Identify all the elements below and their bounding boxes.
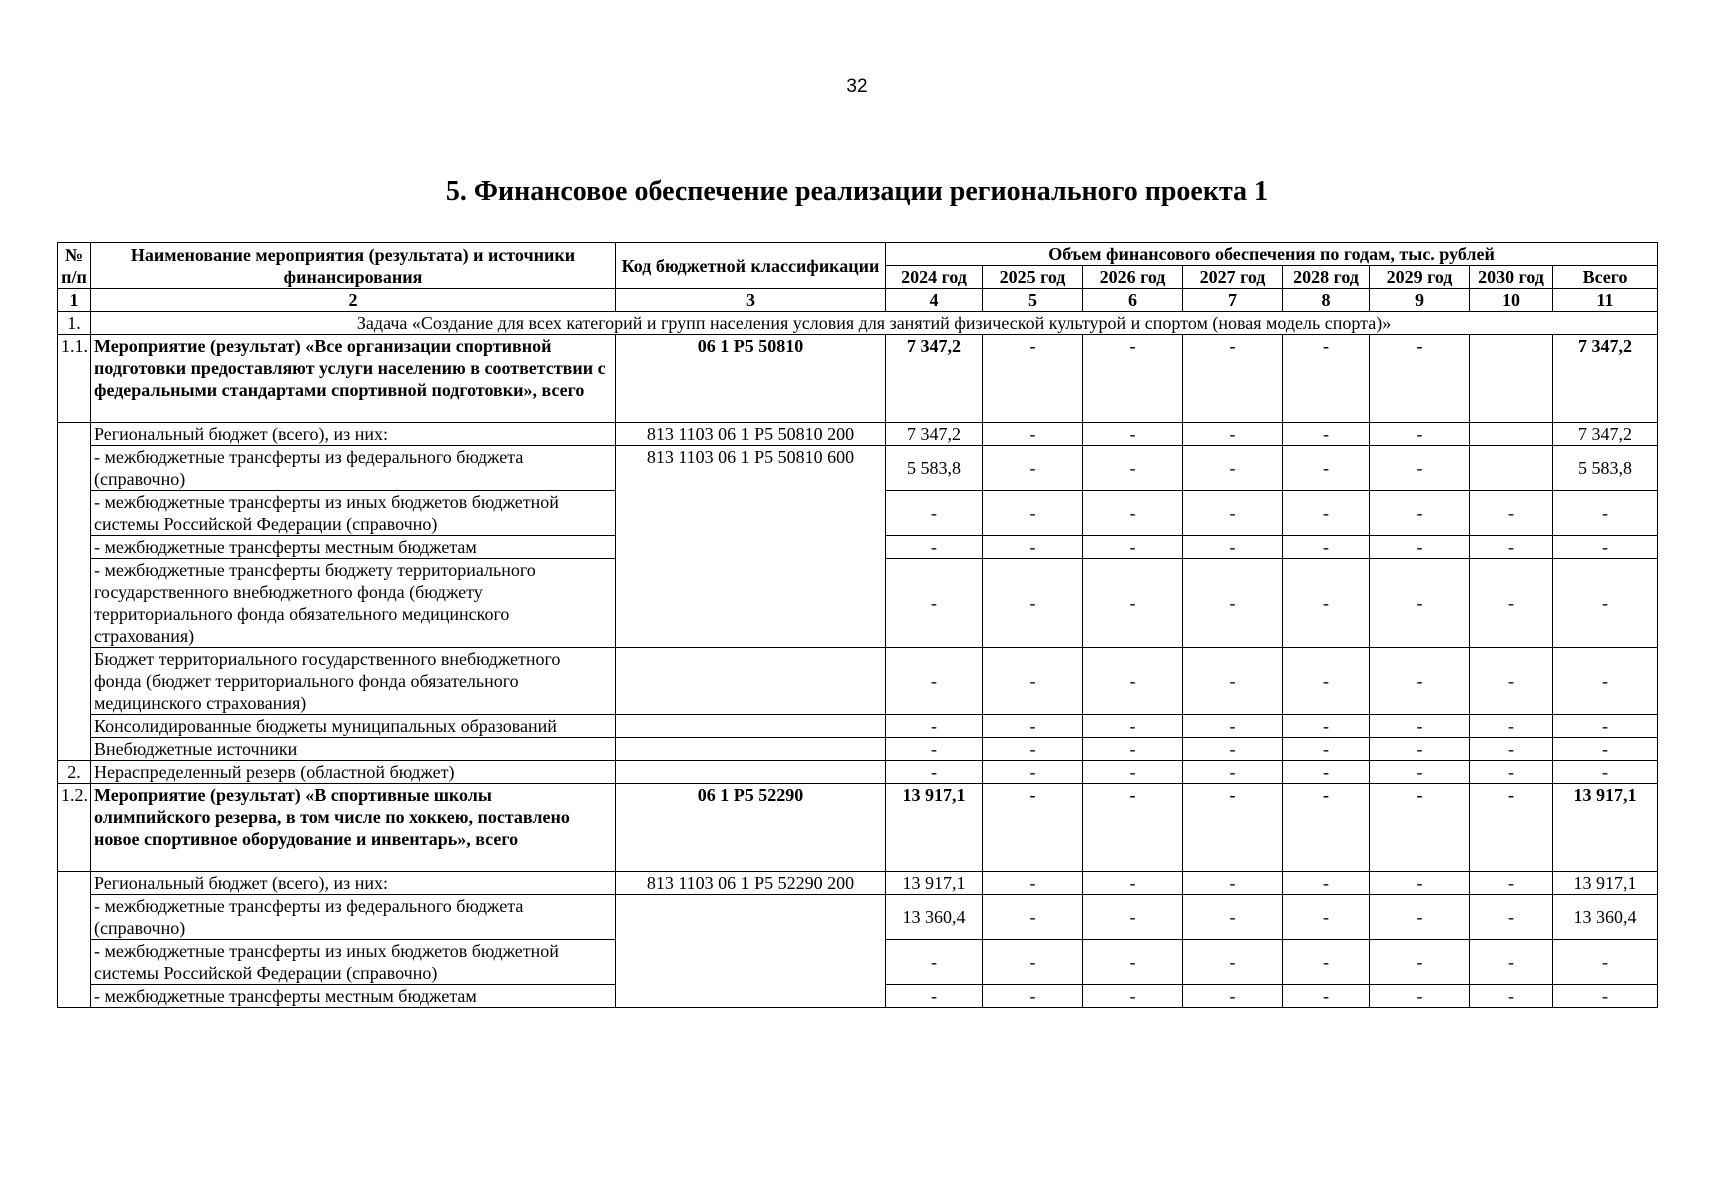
row-value: - [1553,940,1658,985]
row-value: - [1183,335,1283,423]
row-value: - [1470,536,1553,559]
row-value: - [1470,738,1553,761]
row-name: - межбюджетные трансферты из федерального бюджета (справочно) [91,446,616,491]
row-value: - [983,559,1083,648]
row-value: - [1083,715,1183,738]
table-row [58,423,1658,446]
row-value [1470,423,1553,446]
row-code [616,761,886,784]
header-year: 2029 год [1370,266,1470,289]
row-value: - [1553,491,1658,536]
row-num: 2. [58,761,91,784]
row-value: - [983,536,1083,559]
row-value: 5 583,8 [1553,446,1658,491]
row-code: 813 1103 06 1 Р5 52290 200 [616,872,886,895]
table-row [58,715,1658,738]
row-value: - [1183,784,1283,872]
row-name: Региональный бюджет (всего), из них: [91,423,616,446]
row-value [1470,446,1553,491]
header-volume: Объем финансового обеспечения по годам, тыс. рублей [886,243,1658,266]
row-value: - [1083,536,1183,559]
row-value: - [1283,872,1370,895]
col-number: 7 [1183,289,1283,312]
row-value: - [886,559,983,648]
row-value: - [1283,335,1370,423]
row-code: 813 1103 06 1 Р5 50810 600 [616,446,886,648]
table-row [58,446,1658,491]
row-name: - межбюджетные трансферты из иных бюджетов бюджетной системы Российской Федерации (справочно) [91,491,616,536]
row-value: - [1370,985,1470,1008]
row-value: - [886,715,983,738]
row-value: - [1183,738,1283,761]
task-text: Задача «Создание для всех категорий и групп населения условия для занятий физической культурой и спортом (новая модель спорта)» [91,312,1658,335]
row-value: 13 360,4 [886,895,983,940]
col-number: 11 [1553,289,1658,312]
col-number: 9 [1370,289,1470,312]
col-number: 5 [983,289,1083,312]
row-value: - [1083,423,1183,446]
task-row [58,312,1658,335]
row-name: - межбюджетные трансферты местным бюджетам [91,536,616,559]
row-code [616,738,886,761]
row-value: - [1083,335,1183,423]
table-row [58,784,1658,872]
row-value: 13 917,1 [1553,872,1658,895]
task-num: 1. [58,312,91,335]
row-value: - [1370,872,1470,895]
row-value: - [983,784,1083,872]
header-year: 2030 год [1470,266,1553,289]
row-value: - [983,715,1083,738]
row-value: - [1283,559,1370,648]
row-value: - [1183,872,1283,895]
row-value: 7 347,2 [1553,423,1658,446]
row-value: - [1470,872,1553,895]
col-number: 2 [91,289,616,312]
row-code [616,715,886,738]
row-value: - [1183,940,1283,985]
row-value: - [1370,761,1470,784]
row-value: - [1470,648,1553,715]
row-num: 1.2. [58,784,91,872]
row-code: 813 1103 06 1 Р5 50810 200 [616,423,886,446]
row-name: - межбюджетные трансферты бюджету территориального государственного внебюджетного фонда (бюджету территориального фонда обязательного медицинского страхования) [91,559,616,648]
row-value: - [1470,940,1553,985]
row-value: - [1283,738,1370,761]
row-value: - [1370,446,1470,491]
row-value: - [1183,491,1283,536]
header-name: Наименование мероприятия (результата) и источники финансирования [91,243,616,289]
row-value: - [1553,761,1658,784]
row-value: - [1083,940,1183,985]
row-value: - [1553,738,1658,761]
table-row [58,761,1658,784]
row-value: - [1283,423,1370,446]
row-name: Мероприятие (результат) «В спортивные школы олимпийского резерва, в том числе по хоккею, поставлено новое спортивное оборудование и инвентарь», всего [91,784,616,872]
financing-table [57,242,1658,1008]
header-total: Всего [1553,266,1658,289]
row-code [616,648,886,715]
row-value: - [1470,559,1553,648]
table-row [58,335,1658,423]
row-value: - [983,738,1083,761]
row-value: 7 347,2 [1553,335,1658,423]
row-name: - межбюджетные трансферты из иных бюджетов бюджетной системы Российской Федерации (справочно) [91,940,616,985]
row-value: - [983,872,1083,895]
header-code: Код бюджетной классификации [616,243,886,289]
row-value: - [1470,715,1553,738]
row-value: - [1083,648,1183,715]
row-name: Внебюджетные источники [91,738,616,761]
col-number: 1 [58,289,91,312]
row-value: - [1283,784,1370,872]
table-row [58,648,1658,715]
row-value: - [1370,559,1470,648]
row-value: - [1553,985,1658,1008]
row-value: - [1470,761,1553,784]
row-value: - [1553,715,1658,738]
row-value: 13 917,1 [1553,784,1658,872]
row-value: - [1470,985,1553,1008]
row-value [1470,335,1553,423]
table-row [58,872,1658,895]
row-value: - [1370,940,1470,985]
row-value: - [1553,536,1658,559]
row-num [58,423,91,761]
row-value: - [1370,648,1470,715]
row-name: Мероприятие (результат) «Все организации спортивной подготовки предоставляют услуги населению в соответствии с федеральными стандартами спортивной подготовки», всего [91,335,616,423]
row-value: - [983,423,1083,446]
header-row-col-numbers [58,289,1658,312]
col-number: 3 [616,289,886,312]
row-code [616,895,886,1008]
col-number: 8 [1283,289,1370,312]
row-value: - [1083,761,1183,784]
row-value: - [1283,648,1370,715]
row-name: Консолидированные бюджеты муниципальных образований [91,715,616,738]
row-value: - [1083,895,1183,940]
row-value: - [1283,940,1370,985]
row-value: - [1283,446,1370,491]
header-year: 2026 год [1083,266,1183,289]
row-value: - [1083,738,1183,761]
row-num [58,872,91,1008]
row-value: - [1183,895,1283,940]
row-value: - [1083,985,1183,1008]
row-value: - [1283,895,1370,940]
col-number: 6 [1083,289,1183,312]
row-code: 06 1 Р5 50810 [616,335,886,423]
row-value: 13 917,1 [886,872,983,895]
row-value: - [1183,985,1283,1008]
header-row-1 [58,243,1658,266]
row-name: Региональный бюджет (всего), из них: [91,872,616,895]
header-year: 2024 год [886,266,983,289]
row-value: - [886,491,983,536]
row-value: - [1370,335,1470,423]
row-value: - [983,895,1083,940]
row-value: - [1553,559,1658,648]
row-value: - [1183,446,1283,491]
row-value: - [1283,985,1370,1008]
row-value: - [886,536,983,559]
row-value: - [1183,559,1283,648]
row-value: - [983,446,1083,491]
row-value: - [1370,715,1470,738]
row-value: - [1553,648,1658,715]
row-value: - [1083,446,1183,491]
row-name: Нераспределенный резерв (областной бюджет) [91,761,616,784]
row-value: - [983,761,1083,784]
row-name: Бюджет территориального государственного внебюджетного фонда (бюджет территориального фонда обязательного медицинского страхования) [91,648,616,715]
col-number: 10 [1470,289,1553,312]
row-value: - [1283,536,1370,559]
row-value: - [1183,715,1283,738]
row-value: - [1183,536,1283,559]
row-value: - [1283,715,1370,738]
row-value: - [1283,491,1370,536]
row-value: - [1370,536,1470,559]
row-value: - [1183,423,1283,446]
row-value: 7 347,2 [886,423,983,446]
row-value: - [1470,491,1553,536]
row-value: - [983,940,1083,985]
row-value: - [983,648,1083,715]
row-code: 06 1 Р5 52290 [616,784,886,872]
row-value: - [1183,648,1283,715]
page-number: 32 [846,76,868,97]
row-value: - [886,985,983,1008]
row-value: - [1183,761,1283,784]
row-value: - [1370,738,1470,761]
header-year: 2028 год [1283,266,1370,289]
row-name: - межбюджетные трансферты местным бюджетам [91,985,616,1008]
header-year: 2025 год [983,266,1083,289]
row-value: - [1083,559,1183,648]
row-value: - [983,491,1083,536]
row-value: 13 917,1 [886,784,983,872]
row-value: - [1083,491,1183,536]
row-value: - [1370,491,1470,536]
row-value: 5 583,8 [886,446,983,491]
row-value: 7 347,2 [886,335,983,423]
table-row [58,738,1658,761]
row-value: - [1370,784,1470,872]
row-value: - [1370,895,1470,940]
row-value: - [1370,423,1470,446]
row-value: - [886,738,983,761]
row-value: - [886,940,983,985]
row-value: - [886,648,983,715]
page-title: 5. Финансовое обеспечение реализации регионального проекта 1 [445,176,1269,207]
row-value: 13 360,4 [1553,895,1658,940]
row-value: - [886,761,983,784]
row-value: - [1470,784,1553,872]
table-row [58,895,1658,940]
row-value: - [1083,872,1183,895]
row-value: - [1470,895,1553,940]
row-value: - [983,335,1083,423]
header-num: № п/п [58,243,91,289]
row-value: - [1083,784,1183,872]
row-value: - [983,985,1083,1008]
header-year: 2027 год [1183,266,1283,289]
row-num: 1.1. [58,335,91,423]
col-number: 4 [886,289,983,312]
row-value: - [1283,761,1370,784]
row-name: - межбюджетные трансферты из федерального бюджета (справочно) [91,895,616,940]
